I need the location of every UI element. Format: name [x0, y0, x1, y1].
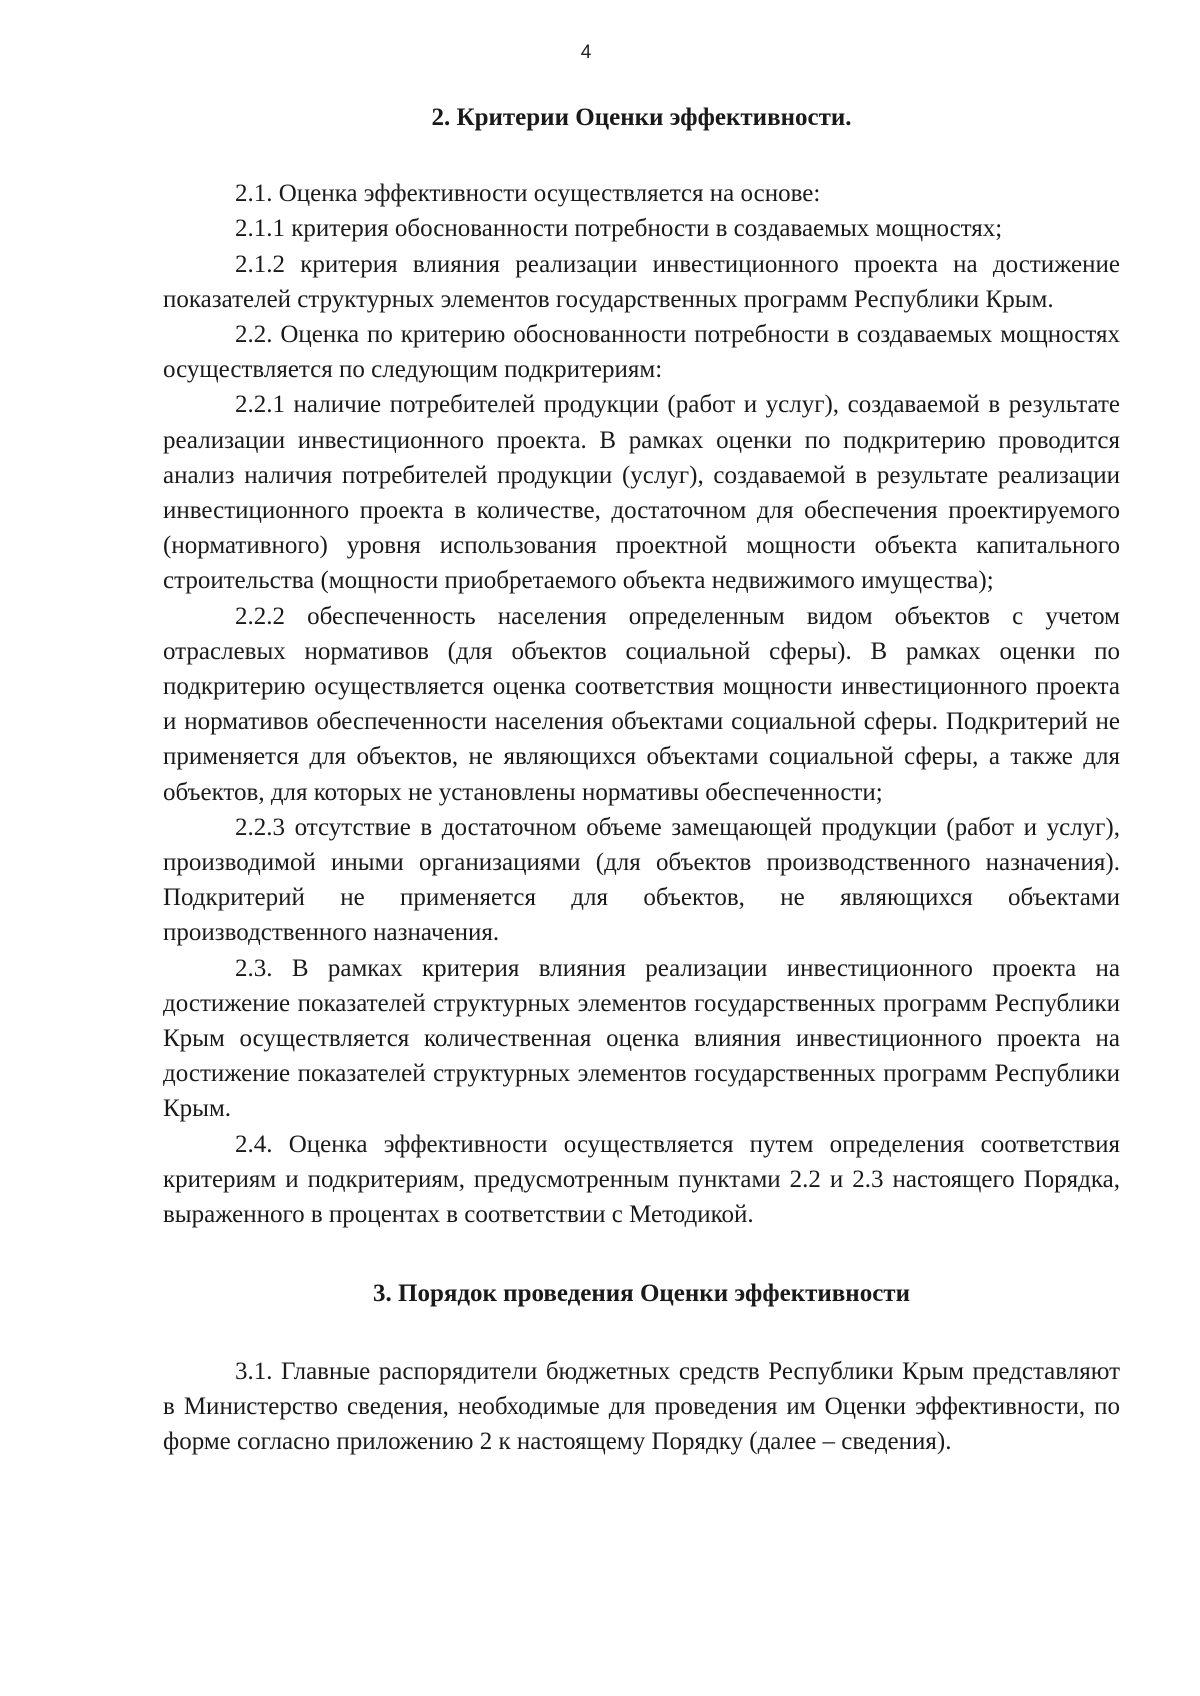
paragraph-2-1-2: 2.1.2 критерия влияния реализации инвестиционного проекта на достижение показателей структурных элементов государственных программ Республики Крым. [163, 250, 1120, 313]
document-body [163, 100, 1120, 1459]
section-2-title: 2. Критерии Оценки эффективности. [431, 104, 852, 131]
paragraph-2-2-2: 2.2.2 обеспеченность населения определенным видом объектов с учетом отраслевых нормативов (для объектов социальной сферы). В рамках оценки по подкритерию осуществляется оценка соответствия мощности инвестиционного проекта и нормативов обеспеченности населения объектами социальной сферы. Подкритерий не применяется для объектов, не являющихся объектами социальной сферы, а также для объектов, для которых не установлены нормативы обеспеченности; [163, 602, 1120, 806]
paragraph-2-1: 2.1. Оценка эффективности осуществляется на основе: [235, 180, 821, 208]
paragraph-2-2: 2.2. Оценка по критерию обоснованности потребности в создаваемых мощностях осуществляется по следующим подкритериям: [163, 321, 1120, 384]
section-3-title: 3. Порядок проведения Оценки эффективности [373, 1280, 910, 1308]
paragraph-2-1-1: 2.1.1 критерия обоснованности потребности в создаваемых мощностях; [235, 215, 1003, 243]
paragraph-2-3: 2.3. В рамках критерия влияния реализации инвестиционного проекта на достижение показателей структурных элементов государственных программ Республики Крым осуществляется количественная оценка влияния инвестиционного проекта на достижение показателей структурных элементов государственных программ Республики Крым. [163, 954, 1120, 1123]
paragraph-2-2-1: 2.2.1 наличие потребителей продукции (работ и услуг), создаваемой в результате реализации инвестиционного проекта. В рамках оценки по подкритерию проводится анализ наличия потребителей продукции (услуг), создаваемой в результате реализации инвестиционного проекта в количестве, достаточном для обеспечения проектируемого (нормативного) уровня использования проектной мощности объекта капитального строительства (мощности приобретаемого объекта недвижимого имущества); [163, 391, 1120, 595]
paragraph-2-2-3: 2.2.3 отсутствие в достаточном объеме замещающей продукции (работ и услуг), производимой иными организациями (для объектов производственного назначения). Подкритерий не применяется для объектов, не являющихся объектами производственного назначения. [163, 813, 1120, 947]
paragraph-2-4: 2.4. Оценка эффективности осуществляется путем определения соответствия критериям и подкритериям, предусмотренным пунктами 2.2 и 2.3 настоящего Порядка, выраженного в процентах в соответствии с Методикой. [163, 1130, 1120, 1229]
page-number: 4 [580, 42, 592, 63]
paragraph-3-1: 3.1. Главные распорядители бюджетных средств Республики Крым представляют в Министерство сведения, необходимые для проведения им Оценки эффективности, по форме согласно приложению 2 к настоящему Порядку (далее – сведения). [163, 1357, 1120, 1455]
